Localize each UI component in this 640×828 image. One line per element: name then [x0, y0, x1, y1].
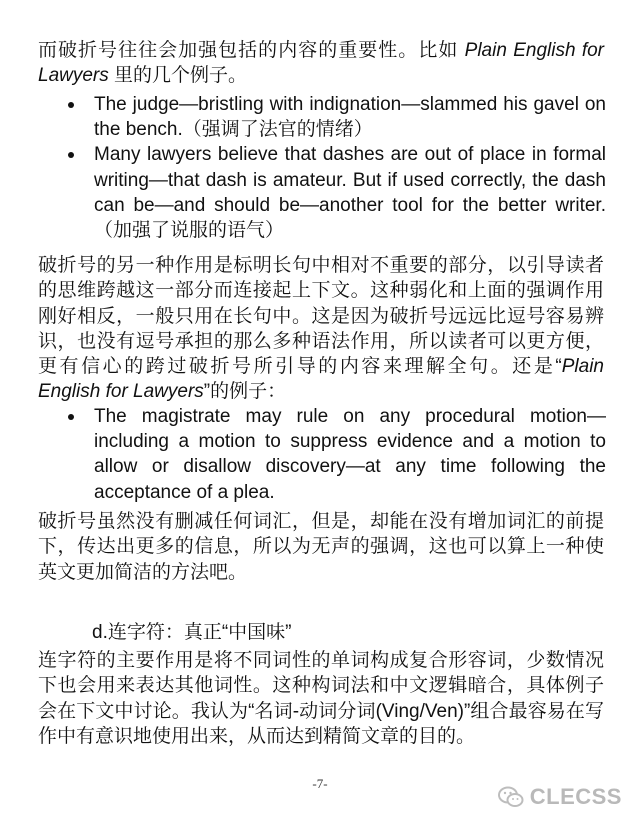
- example-list-1: [62, 92, 606, 243]
- paragraph-dash-function: 破折号的另一种作用是标明长句中相对不重要的部分，以引导读者的思维跨越这一部分而连接起上下文。这种弱化和上面的强调作用刚好相反，一般只用在长句中。这是因为破折号远远比逗号容易辨识，也没有逗号承担的那么多种语法作用，所以读者可以更方便，更有信心的跨过破折号所引导的内容来理解全句。还是“Plain English for Lawyers”的例子：: [38, 255, 604, 403]
- section-heading: d.连字符：真正“中国味”: [92, 622, 292, 643]
- list-item: The magistrate may rule on any procedural motion—including a motion to suppress evidence and a motion to allow or disallow discovery—at any time following the acceptance of a plea.: [62, 404, 606, 505]
- watermark: [498, 784, 622, 810]
- list-item: Many lawyers believe that dashes are out of place in formal writing—that dash is amateur. But if used correctly, the dash can be—and should be—another tool for the better writer.（加强了说服的语气）: [62, 142, 606, 243]
- list-item: The judge—bristling with indignation—slammed his gavel on the bench.（强调了法官的情绪）: [62, 92, 606, 142]
- watermark-label: CLECSS: [529, 784, 622, 809]
- book-title: Plain English for Lawyers: [38, 40, 604, 87]
- book-title: Plain English for Lawyers: [38, 356, 604, 403]
- intro-text: 而破折号往往会加强包括的内容的重要性。比如: [38, 40, 459, 61]
- example-list-2: [62, 404, 606, 505]
- paragraph-intro: [38, 38, 604, 89]
- paragraph-dash-summary: 破折号虽然没有删减任何词汇，但是，却能在没有增加词汇的前提下，传达出更多的信息，所以为无声的强调，这也可以算上一种使英文更加简洁的方法吧。: [38, 511, 604, 583]
- bullet-icon: [68, 102, 74, 108]
- wechat-icon: [498, 786, 524, 808]
- intro-text-end: 里的几个例子。: [114, 65, 248, 87]
- bullet-icon: [68, 414, 74, 420]
- page-number: -7-: [312, 776, 328, 791]
- bullet-icon: [68, 152, 74, 158]
- paragraph-hyphen: 连字符的主要作用是将不同词性的单词构成复合形容词，少数情况下也会用来表达其他词性。这种构词法和中文逻辑暗合，具体例子会在下文中讨论。我认为“名词-动词分词(Ving/Ven)”组合最容易在写作中有意识地使用出来，从而达到精简文章的目的。: [38, 650, 604, 747]
